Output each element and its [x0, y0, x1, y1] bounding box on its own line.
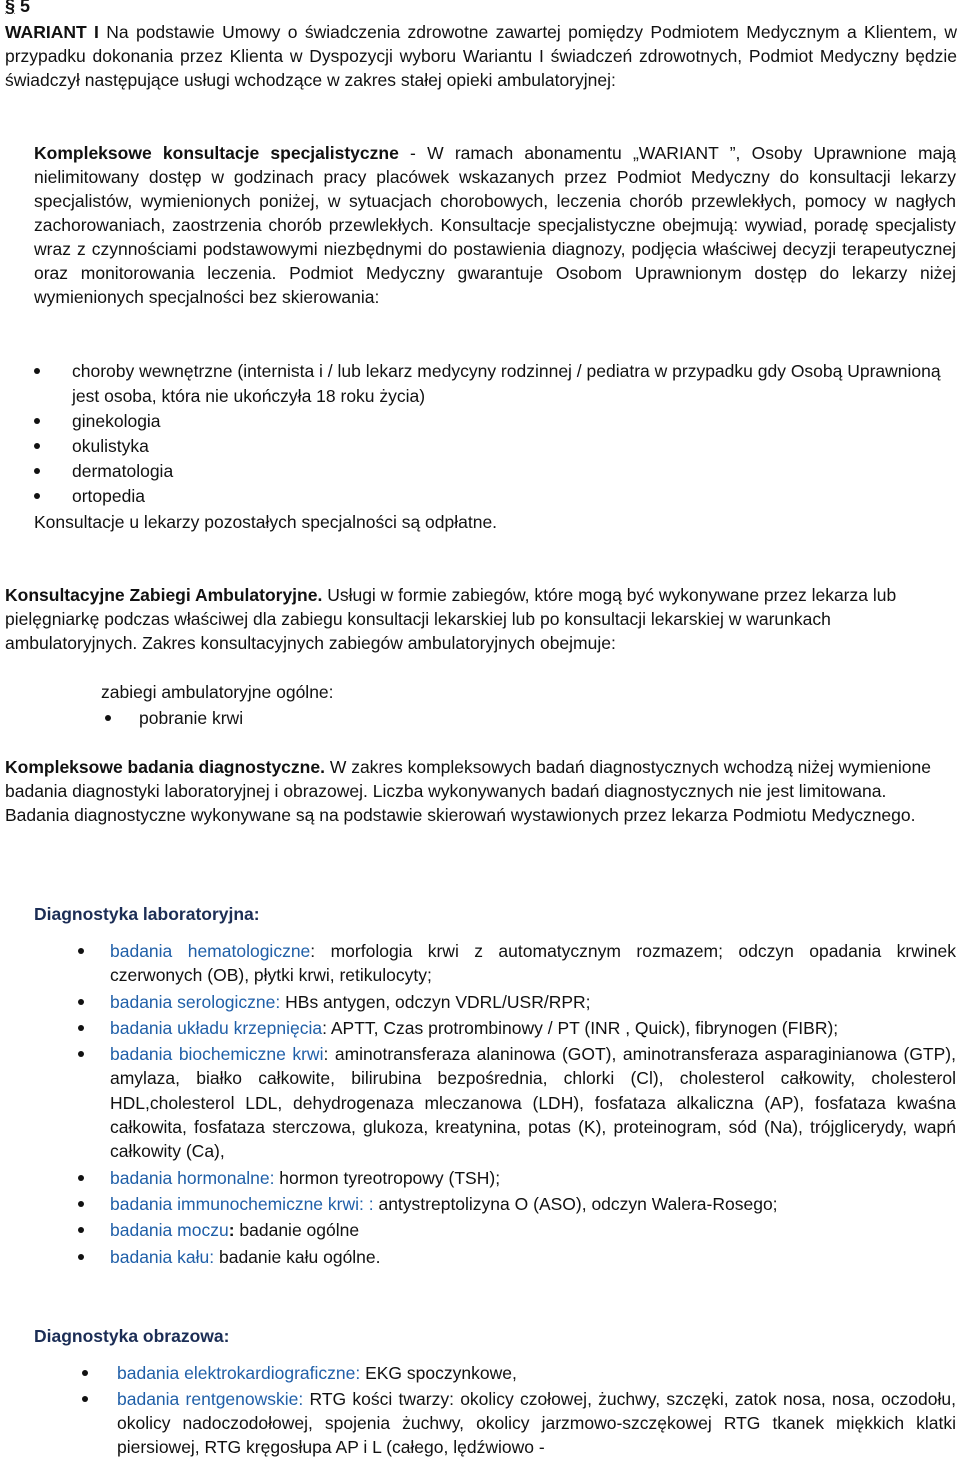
list-item: pobranie krwi: [0, 706, 960, 730]
list-item: badania kału: badanie kału ogólne.: [0, 1245, 956, 1269]
lab-heading: Diagnostyka laboratoryjna:: [34, 904, 260, 924]
zabiegi-text: Usługi w formie zabiegów, które mogą być wykonywane przez lekarza lub pielęgniarkę podczas właściwej dla zabiegu konsultacji lekarskiej lub po konsultacji lekarskiej w warunkach ambulatoryjnych. Zakres konsultacyjnych zabiegów ambulatoryjnych obejmuje:: [5, 585, 897, 653]
list-item: okulistyka: [0, 434, 960, 459]
list-item: badania układu krzepnięcia: APTT, Czas protrombinowy / PT (INR , Quick), fibrynogen (FIBR);: [0, 1016, 956, 1040]
badania-title: Kompleksowe badania diagnostyczne.: [5, 757, 325, 777]
section-heading: [5, 0, 30, 18]
obraz-list: [0, 1361, 956, 1459]
list-item: badania hematologiczne: morfologia krwi z automatycznym rozmazem; odczyn opadania krwinek czerwonych (OB), płytki krwi, retikulocyty;: [0, 939, 956, 988]
list-item: badania serologiczne: HBs antygen, odczyn VDRL/USR/RPR;: [0, 990, 956, 1014]
obraz-heading: Diagnostyka obrazowa:: [34, 1326, 230, 1346]
list-item: badania hormonalne: hormon tyreotropowy (TSH);: [0, 1166, 956, 1190]
list-item: badania elektrokardiograficzne: EKG spoczynkowe,: [0, 1361, 956, 1385]
konsultacje-text: - W ramach abonamentu „WARIANT ”, Osoby Uprawnione mają nielimitowany dostęp w godzinach pracy placówek wskazanych przez Podmiot Medyczny do konsultacji lekarzy specjalistów, wymienionych poniżej, w sytuacjach chorobowych, leczenia chorób przewlekłych, pomocy w nagłych zachorowaniach, zaostrzenia chorób przewlekłych. Konsultacje specjalistyczne obejmują: wywiad, poradę specjalisty wraz z czynnościami podstawowymi niezbędnymi do postawienia diagnozy, podjęcia właściwej decyzji terapeutycznej oraz monitorowania leczenia. Podmiot Medyczny gwarantuje Osobom Uprawnionym dostęp do lekarzy niżej wymienionych specjalności bez skierowania:: [34, 143, 956, 307]
zabiegi-paragraph: [5, 583, 955, 655]
list-item: badania immunochemiczne krwi: : antystreptolizyna O (ASO), odczyn Walera-Rosego;: [0, 1192, 956, 1216]
intro-paragraph: [5, 20, 957, 92]
section-mark: §: [5, 0, 16, 16]
badania-text: W zakres kompleksowych badań diagnostycznych wchodzą niżej wymienione badania diagnostyki laboratoryjnej i obrazowej. Liczba wykonywanych badań diagnostycznych nie jest limitowana. Badania diagnostyczne wykonywane są na podstawie skierowań wystawionych przez lekarza Podmiotu Medycznego.: [5, 757, 931, 825]
list-item: badania rentgenowskie: RTG kości twarzy: okolicy czołowej, żuchwy, szczęki, zatok nosa, nosa, oczodołu, okolicy nadoczodołowej, spojenia żuchwy, okolicy jarzmowo-szczękowej RTG tkanek miękkich klatki piersiowej, RTG kręgosłupa AP i L (całego, lędźwiowo -: [0, 1387, 956, 1459]
zabiegi-list: [0, 706, 960, 730]
konsultacje-list: [0, 359, 960, 509]
list-item: badania moczu: badanie ogólne: [0, 1218, 956, 1242]
zabiegi-title: Konsultacyjne Zabiegi Ambulatoryjne.: [5, 585, 323, 605]
konsultacje-title: Kompleksowe konsultacje specjalistyczne: [34, 143, 399, 163]
section-number: 5: [20, 0, 31, 16]
zabiegi-subheading: zabiegi ambulatoryjne ogólne:: [101, 682, 334, 702]
konsultacje-paragraph: [34, 141, 956, 309]
badania-paragraph: [5, 755, 953, 827]
intro-lead: WARIANT I: [5, 22, 99, 42]
konsultacje-footer: Konsultacje u lekarzy pozostałych specjalności są odpłatne.: [34, 512, 498, 532]
list-item: choroby wewnętrzne (internista i / lub lekarz medycyny rodzinnej / pediatra w przypadku gdy Osobą Uprawnioną jest osoba, która nie ukończyła 18 roku życia): [0, 359, 960, 409]
lab-list: [0, 939, 956, 1269]
list-item: dermatologia: [0, 459, 960, 484]
list-item: badania biochemiczne krwi: aminotransferaza alaninowa (GOT), aminotransferaza asparaginianowa (GTP), amylaza, białko całkowite, bilirubina bezpośrednia, chlorki (Cl), cholesterol całkowity, cholesterol HDL,cholesterol LDL, dehydrogenaza mleczanowa (LDH), fosfataza alkaliczna (AP), fosfataza kwaśna całkowita, fosfataza sterczowa, glukoza, kreatynina, potas (K), proteinogram, sód (Na), trójglicerydy, wapń całkowity (Ca),: [0, 1042, 956, 1163]
list-item: ortopedia: [0, 484, 960, 509]
intro-text: Na podstawie Umowy o świadczenia zdrowotne zawartej pomiędzy Podmiotem Medycznym a Klientem, w przypadku dokonania przez Klienta w Dyspozycji wyboru Wariantu I świadczeń zdrowotnych, Podmiot Medyczny będzie świadczył następujące usługi wchodzące w zakres stałej opieki ambulatoryjnej:: [5, 22, 957, 90]
list-item: ginekologia: [0, 409, 960, 434]
